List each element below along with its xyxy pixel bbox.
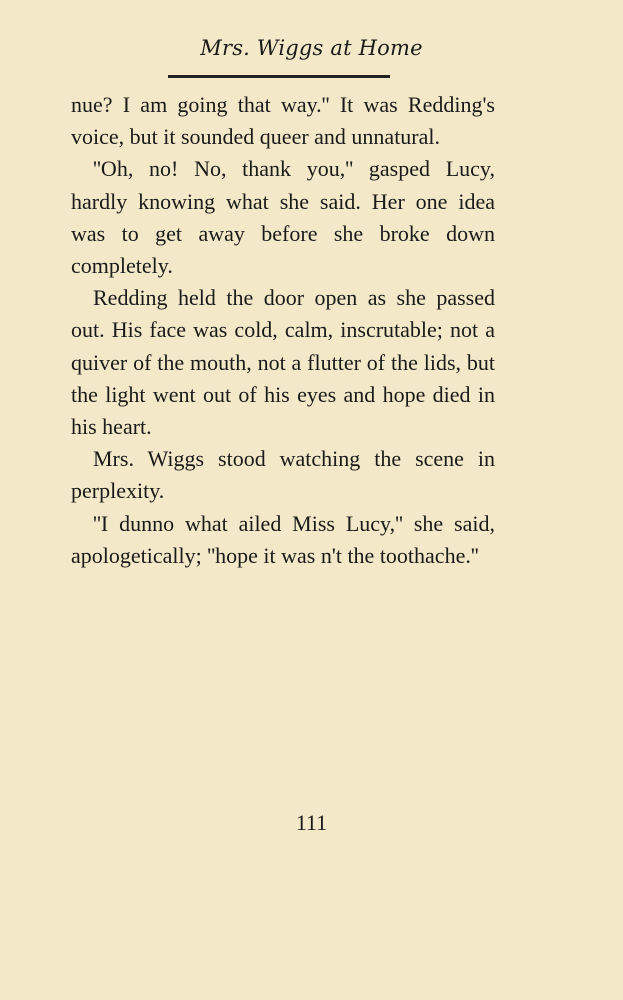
body-text: [71, 89, 495, 572]
paragraph-continuation: nue? I am going that way.'' It was Redding's voice, but it sounded queer and unnatural.: [71, 92, 495, 150]
page-number: 111: [295, 810, 328, 835]
paragraph: Redding held the door open as she passed out. His face was cold, calm, inscrutable; not a quiver of the mouth, not a flutter of the lids, but the light went out of his eyes and hope died in his heart.: [71, 285, 495, 440]
running-head: Mrs. Wiggs at Home: [200, 36, 423, 60]
header-rule: [168, 75, 390, 78]
paragraph: ''Oh, no! No, thank you,'' gasped Lucy, hardly knowing what she said. Her one idea was to get away before she broke down completely.: [71, 156, 495, 279]
paragraph: Mrs. Wiggs stood watching the scene in perplexity.: [71, 446, 495, 504]
paragraph: ''I dunno what ailed Miss Lucy,'' she said, apologetically; ''hope it was n't the toothache.'': [71, 510, 495, 568]
